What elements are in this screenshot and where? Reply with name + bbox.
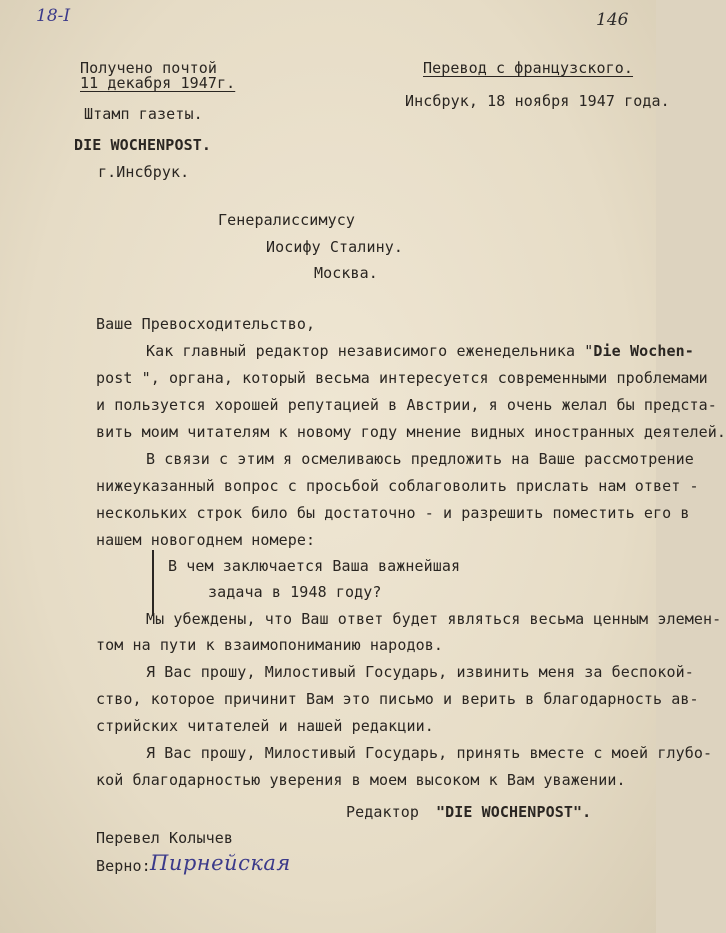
received-line: Получено почтой (80, 59, 217, 77)
editor-paper: "DIE WOCHENPOST". (436, 803, 592, 821)
place-date: Инсбрук, 18 ноября 1947 года. (405, 92, 670, 110)
body-line-5: В связи с этим я осмеливаюсь предложить на Ваше рассмотрение (146, 450, 694, 468)
body-line-14: Я Вас прошу, Милостивый Государь, принять вместе с моей глубо- (146, 744, 713, 762)
margin-mark (152, 550, 154, 616)
body-line-2: post ", органа, который весьма интересуется современными проблемами (96, 369, 708, 387)
body-line-10: том на пути к взаимопониманию народов. (96, 636, 443, 654)
body-line-1-text: Как главный редактор независимого еженедельника " (146, 342, 594, 360)
body-line-15: кой благодарностью уверения в моем высоком к Вам уважении. (96, 771, 626, 789)
archive-mark-left: 18-I (36, 6, 71, 26)
translation-note: Перевод с французского. (423, 59, 634, 77)
addressee-line-3: Москва. (314, 264, 378, 282)
question-line-1: В чем заключается Ваша важнейшая (168, 557, 461, 575)
editor-label: Редактор (346, 803, 420, 821)
city: г.Инсбрук. (98, 163, 190, 181)
body-line-3: и пользуется хорошей репутацией в Австрии, я очень желал бы предста- (96, 396, 717, 414)
stamp-line: Штамп газеты. (84, 105, 203, 123)
verified-label: Верно: (96, 857, 151, 875)
addressee-line-2: Иосифу Сталину. (266, 238, 403, 256)
body-line-4: вить моим читателям к новому году мнение видных иностранных деятелей. (96, 423, 726, 441)
body-line-11: Я Вас прошу, Милостивый Государь, извинить меня за беспокой- (146, 663, 694, 681)
paper-name-inline: Die Wochen- (593, 342, 694, 360)
body-line-12: ство, которое причинит Вам это письмо и верить в благодарность ав- (96, 690, 699, 708)
body-line-9: Мы убеждены, что Ваш ответ будет являться весьма ценным элемен- (146, 610, 722, 628)
paper-name: DIE WOCHENPOST. (74, 136, 211, 154)
body-line-7: нескольких строк било бы достаточно - и разрешить поместить его в (96, 504, 690, 522)
translator-line: Перевел Колычев (96, 829, 233, 847)
addressee-line-1: Генералиссимусу (218, 211, 355, 229)
body-line-8: нашем новогоднем номере: (96, 531, 316, 549)
salutation: Ваше Превосходительство, (96, 315, 316, 333)
archive-mark-right: 146 (596, 10, 629, 30)
body-line-13: стрийских читателей и нашей редакции. (96, 717, 434, 735)
received-date: 11 декабря 1947г. (80, 74, 236, 92)
question-line-2: задача в 1948 году? (208, 583, 382, 601)
body-line-6: нижеуказанный вопрос с просьбой соблаговолить прислать нам ответ - (96, 477, 699, 495)
body-line-1 (146, 342, 694, 360)
verified-signature: Пирнейская (150, 851, 291, 875)
